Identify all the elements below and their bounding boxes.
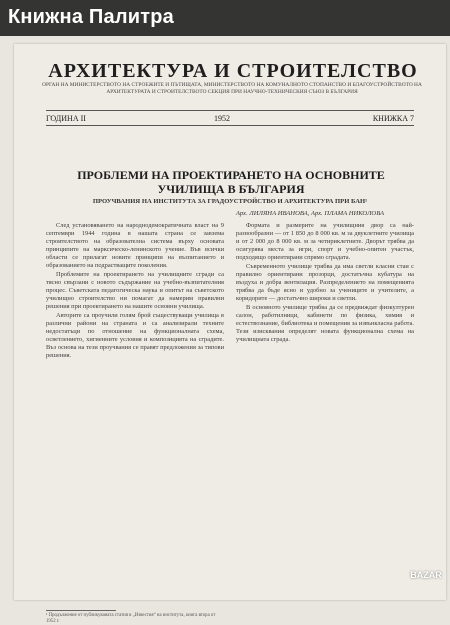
footnote: ¹ Продължение от публикуваната статия в „Известия“ на института, книга втора от 1952 г.	[46, 613, 216, 624]
article-authors: Арх. ЛИЛЯНА ИВАНОВА, Арх. ПЛАМА НИКОЛОВА	[235, 210, 384, 217]
article-right-column	[236, 222, 414, 602]
journal-imprint: ОРГАН НА МИНИСТЕРСТВОТО НА СТРОЕЖИТЕ И ПЪТИЩАТА, МИНИСТЕРСТВОТО НА КОМУНАЛНОТО СТОПАНСТВО И БЛАГОУСТРОЙСТВОТО НА АРХИТЕКТУРАТА И СТРОИТЕЛСТВОТО СЕКЦИЯ ПРИ НАУЧНО-ТЕХНИЧЕСКИЯ СЪЮЗ В БЪЛГАРИЯ	[42, 82, 422, 95]
logo-text: BAZAR	[410, 570, 442, 580]
year-label: ГОДИНА II	[46, 114, 86, 123]
paragraph: Авторите са проучили голям брой съществуващи училища в различни райони на страната и са анализирали техните недостатъци по отношение на функционалната схема, осветлението, хигиенните условия и композицията на сградите. Въз основа на тези проучвания се правят предложения за типови решения.	[46, 312, 224, 359]
paragraph: След установяването на народнодемократичната власт на 9 септември 1944 година в нашата страна се завзема строителството на образователна система върху основата принципите на марксическо-ленинското учение. Във всички области се прилагат новите принципи на възпитанието и образованието на подрастващите поколения.	[46, 222, 224, 269]
issue-label: КНИЖКА 7	[372, 114, 414, 123]
paragraph: Проблемите на проектирането на училищните сгради са тясно свързани с новото съдържание на учебно-възпитателния процес. Съветската педагогическа наука и опитът на съветското училищно строителство ни помагат да намерим правилни решения при проектирането на нашите основни училища.	[46, 271, 224, 310]
bazar-watermark-logo	[405, 570, 447, 594]
paragraph: Формата и размерите на училищния двор са най-разнообразни — от 1 850 до 8 000 кв. м за двуклетните училища и от 2 000 до 8 000 кв. м за четириклетните. Дворът трябва да осигурява места за игри, спорт и учебно-опитен участък, подходящо ориентирани спрямо сградата.	[236, 222, 414, 261]
article-title: ПРОБЛЕМИ НА ПРОЕКТИРАНЕТО НА ОСНОВНИТЕ УЧИЛИЩА В БЪЛГАРИЯ	[77, 168, 385, 196]
publication-year: 1952	[214, 114, 230, 123]
listing-title: Книжна Палитра	[8, 6, 174, 28]
header-rule-top	[46, 110, 414, 111]
journal-page	[14, 44, 446, 624]
article-left-column	[46, 222, 224, 602]
footnote-rule	[46, 610, 116, 611]
header-rule-bottom	[46, 125, 414, 126]
journal-masthead: АРХИТЕКТУРА И СТРОИТЕЛСТВО	[48, 60, 418, 82]
listing-header	[0, 0, 450, 36]
article-subtitle: ПРОУЧВАНИЯ НА ИНСТИТУТА ЗА ГРАДОУСТРОЙСТВО И АРХИТЕКТУРА ПРИ БАН¹	[92, 198, 368, 205]
paragraph: В основното училище трябва да се предвиждат физкултурен салон, работилници, кабинети по физика, химия и естествознание, библиотека и помещения за извънкласна работа. Тези изисквания определят новата функционална схема на училищната сграда.	[236, 304, 414, 343]
paragraph: Съвременното училище трябва да има светли класни стаи с правилно ориентирани прозорци, достатъчна кубатура на въздуха и добра вентилация. Разпределението на помещенията трябва да бъде ясно и удобно за учениците и учителите, а коридорите — достатъчно широки и светли.	[236, 263, 414, 302]
